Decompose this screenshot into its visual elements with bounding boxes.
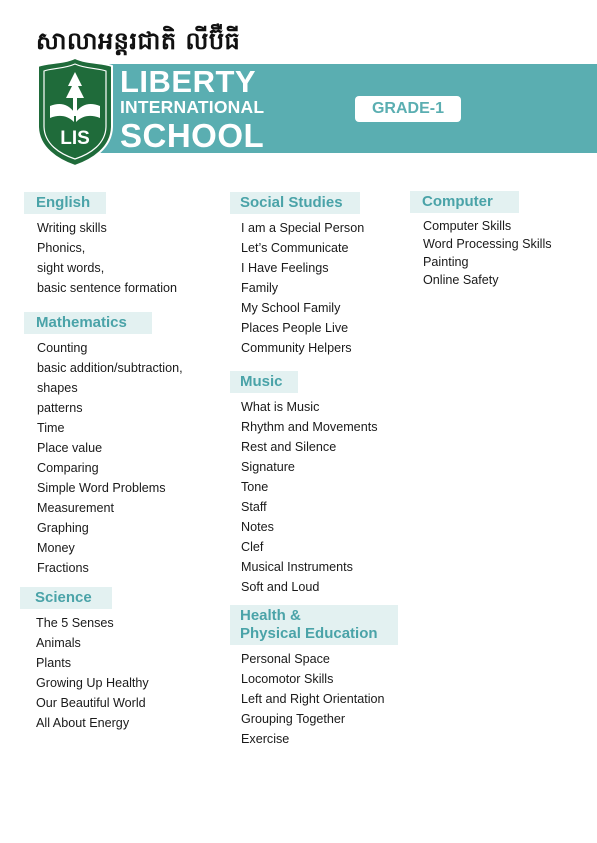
- list-item: What is Music: [241, 400, 320, 414]
- section-health-pe: [230, 605, 398, 749]
- school-name: [120, 66, 264, 152]
- section-title: Social Studies: [230, 192, 360, 214]
- section-mathematics: [24, 312, 183, 578]
- list-item: Clef: [241, 540, 264, 554]
- list-item: Graphing: [37, 521, 89, 535]
- list-item: Money: [37, 541, 75, 555]
- list-item: Notes: [241, 520, 274, 534]
- list-item: Rest and Silence: [241, 440, 337, 454]
- health-items: [230, 649, 398, 749]
- list-item: Fractions: [37, 561, 89, 575]
- english-items: [24, 218, 177, 298]
- section-title-line1: Health &: [240, 607, 301, 624]
- computer-items: [410, 217, 552, 289]
- list-item: I Have Feelings: [241, 261, 329, 275]
- list-item: Counting: [37, 341, 88, 355]
- list-item: Places People Live: [241, 321, 349, 335]
- social-studies-items: [230, 218, 364, 358]
- music-items: [230, 397, 378, 597]
- list-item: Rhythm and Movements: [241, 420, 378, 434]
- list-item: Staff: [241, 500, 267, 514]
- list-item: Animals: [36, 636, 81, 650]
- list-item: Simple Word Problems: [37, 481, 166, 495]
- school-crest-logo: [36, 56, 114, 168]
- list-item: Our Beautiful World: [36, 696, 146, 710]
- section-title: Mathematics: [24, 312, 152, 334]
- section-social-studies: [230, 192, 364, 358]
- list-item: Growing Up Healthy: [36, 676, 149, 690]
- list-item: shapes: [37, 381, 78, 395]
- list-item: Word Processing Skills: [423, 237, 552, 251]
- list-item: Writing skills: [37, 221, 107, 235]
- list-item: Place value: [37, 441, 103, 455]
- section-title: [230, 605, 398, 645]
- list-item: basic sentence formation: [37, 281, 178, 295]
- list-item: Measurement: [37, 501, 114, 515]
- list-item: The 5 Senses: [36, 616, 114, 630]
- list-item: Tone: [241, 480, 269, 494]
- list-item: Grouping Together: [241, 712, 346, 726]
- section-title: Science: [20, 587, 112, 609]
- list-item: Comparing: [37, 461, 99, 475]
- section-english: [24, 192, 177, 298]
- list-item: Left and Right Orientation: [241, 692, 385, 706]
- list-item: Let’s Communicate: [241, 241, 349, 255]
- list-item: Time: [37, 421, 65, 435]
- list-item: Plants: [36, 656, 72, 670]
- list-item: My School Family: [241, 301, 341, 315]
- list-item: sight words,: [37, 261, 105, 275]
- list-item: All About Energy: [36, 716, 130, 730]
- list-item: Personal Space: [241, 652, 330, 666]
- section-science: [20, 587, 149, 733]
- grade-badge: GRADE-1: [355, 96, 461, 122]
- school-name-line2: INTERNATIONAL: [120, 97, 265, 117]
- mathematics-items: [24, 338, 183, 578]
- list-item: Online Safety: [423, 273, 499, 287]
- section-computer: [410, 191, 552, 289]
- science-items: [20, 613, 149, 733]
- school-name-line1: LIBERTY: [120, 64, 257, 99]
- section-title: Music: [230, 371, 298, 393]
- list-item: Locomotor Skills: [241, 672, 334, 686]
- list-item: Computer Skills: [423, 219, 512, 233]
- list-item: I am a Special Person: [241, 221, 365, 235]
- khmer-school-title: សាលាអន្តរជាតិ លីប៊ឺធី: [36, 27, 241, 55]
- section-title-line2: Physical Education: [240, 625, 378, 642]
- list-item: Exercise: [241, 732, 290, 746]
- list-item: Painting: [423, 255, 469, 269]
- list-item: Phonics,: [37, 241, 86, 255]
- section-title: English: [24, 192, 106, 214]
- list-item: Musical Instruments: [241, 560, 353, 574]
- list-item: Family: [241, 281, 279, 295]
- section-title: Computer: [410, 191, 519, 213]
- logo-text: LIS: [60, 128, 90, 149]
- school-name-line3: SCHOOL: [120, 116, 265, 154]
- list-item: Soft and Loud: [241, 580, 320, 594]
- list-item: basic addition/subtraction,: [37, 361, 183, 375]
- list-item: Community Helpers: [241, 341, 352, 355]
- list-item: patterns: [37, 401, 83, 415]
- list-item: Signature: [241, 460, 295, 474]
- section-music: [230, 371, 378, 597]
